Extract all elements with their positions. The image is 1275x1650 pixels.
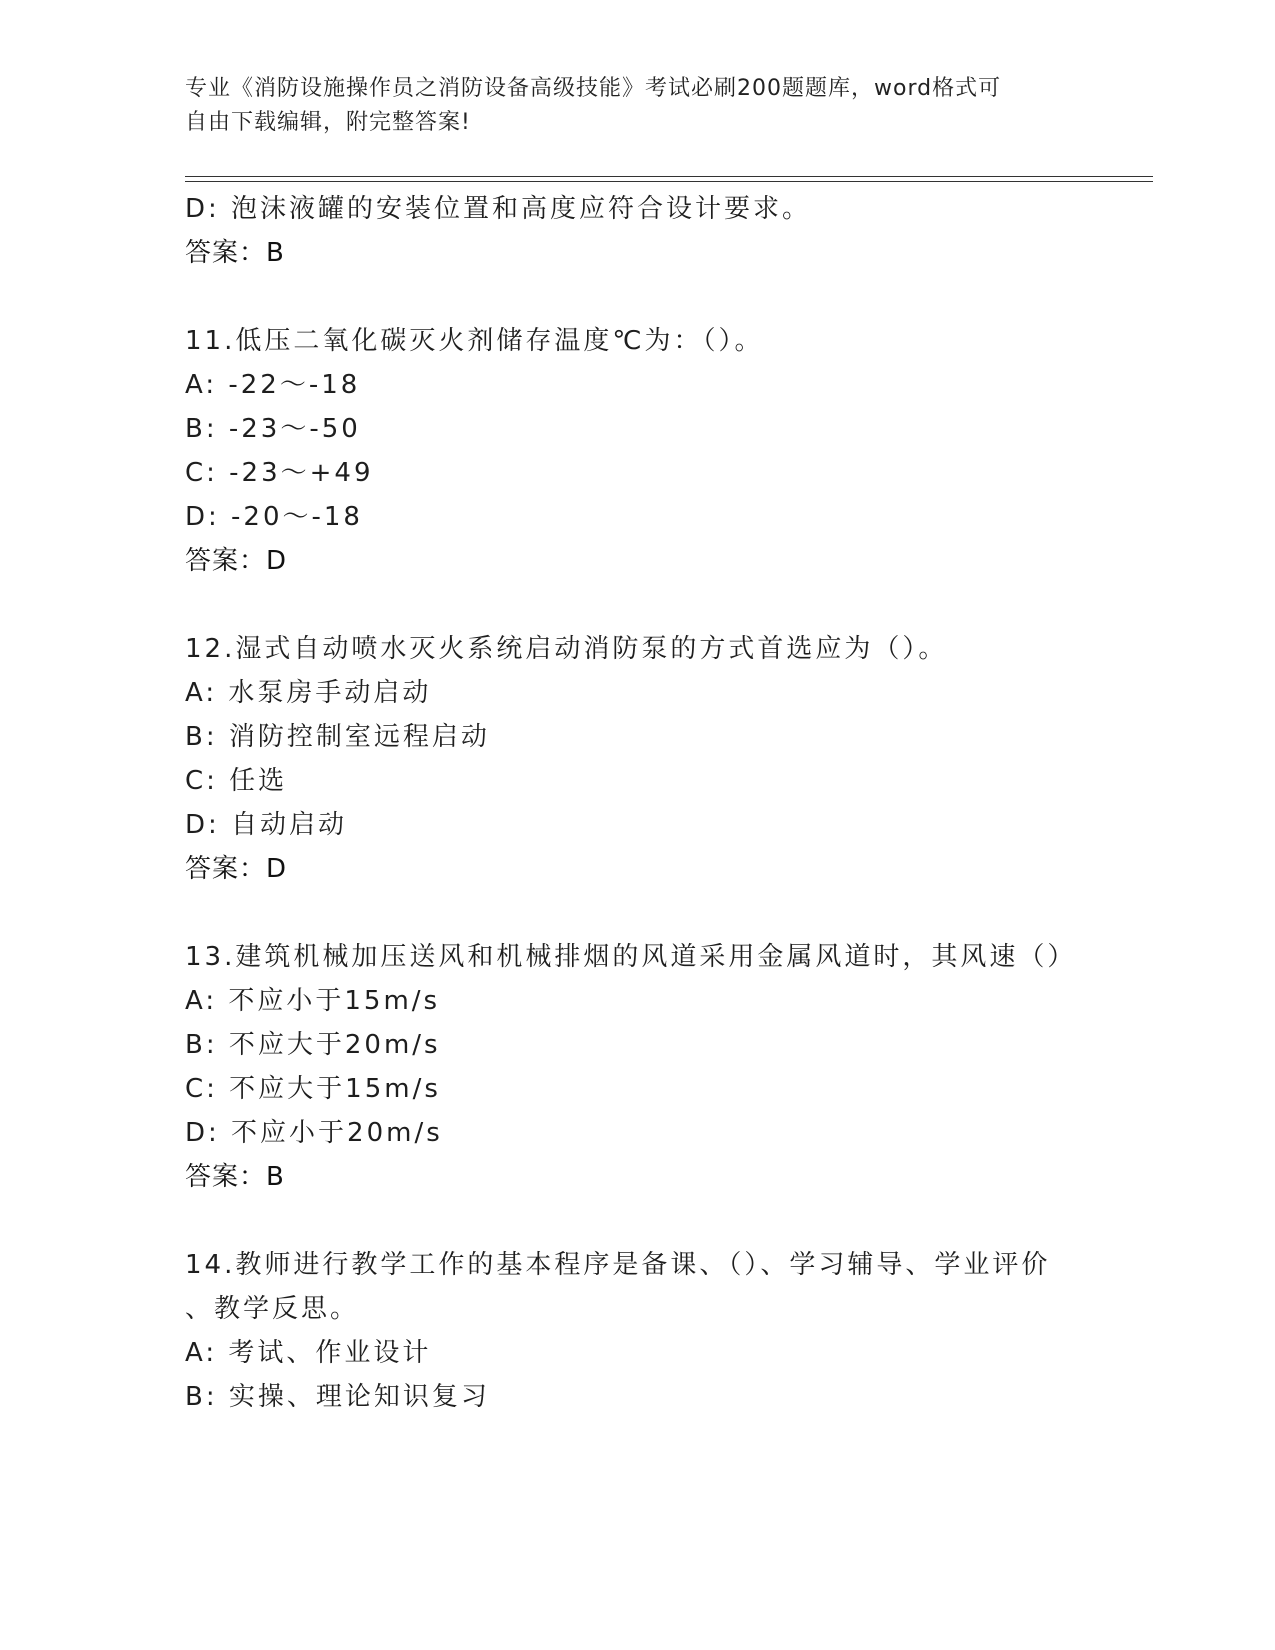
header-line-1: 专业《消防设施操作员之消防设备高级技能》考试必刷200题题库，word格式可 [185, 76, 1002, 101]
q13-answer: 答案：B [185, 1162, 285, 1192]
q13-option-b: B: 不应大于20m/s [185, 1030, 441, 1060]
q11-option-a: A: -22～-18 [185, 370, 361, 400]
q11-option-d: D: -20～-18 [185, 502, 363, 532]
q13-question: 13.建筑机械加压送风和机械排烟的风道采用金属风道时，其风速（） [185, 942, 1077, 972]
q14-option-a: A: 考试、作业设计 [185, 1338, 432, 1368]
prev-option-d: D: 泡沫液罐的安装位置和高度应符合设计要求。 [185, 194, 812, 224]
q12-option-c: C: 任选 [185, 766, 288, 796]
q12-option-a: A: 水泵房手动启动 [185, 678, 432, 708]
q13-option-d: D: 不应小于20m/s [185, 1118, 443, 1148]
q11-option-c: C: -23～+49 [185, 458, 374, 488]
q12-option-d: D: 自动启动 [185, 810, 348, 840]
q11-option-b: B: -23～-50 [185, 414, 361, 444]
q11-answer: 答案：D [185, 546, 288, 576]
q12-answer: 答案：D [185, 854, 288, 884]
q13-option-a: A: 不应小于15m/s [185, 986, 441, 1016]
q14-question-line-2: 、教学反思。 [185, 1294, 360, 1324]
q14-option-b: B: 实操、理论知识复习 [185, 1382, 490, 1412]
q12-question: 12.湿式自动喷水灭火系统启动消防泵的方式首选应为（）。 [185, 634, 948, 664]
q11-question: 11.低压二氧化碳灭火剂储存温度℃为：（）。 [185, 326, 764, 356]
q14-question-line-1: 14.教师进行教学工作的基本程序是备课、（）、学习辅导、学业评价 [185, 1250, 1051, 1280]
document-header [185, 72, 1065, 140]
q13-option-c: C: 不应大于15m/s [185, 1074, 441, 1104]
header-line-2: 自由下载编辑，附完整答案! [185, 110, 471, 135]
header-divider-top [185, 176, 1153, 177]
q12-option-b: B: 消防控制室远程启动 [185, 722, 490, 752]
prev-answer: 答案：B [185, 238, 285, 268]
header-divider-bottom [185, 181, 1153, 182]
